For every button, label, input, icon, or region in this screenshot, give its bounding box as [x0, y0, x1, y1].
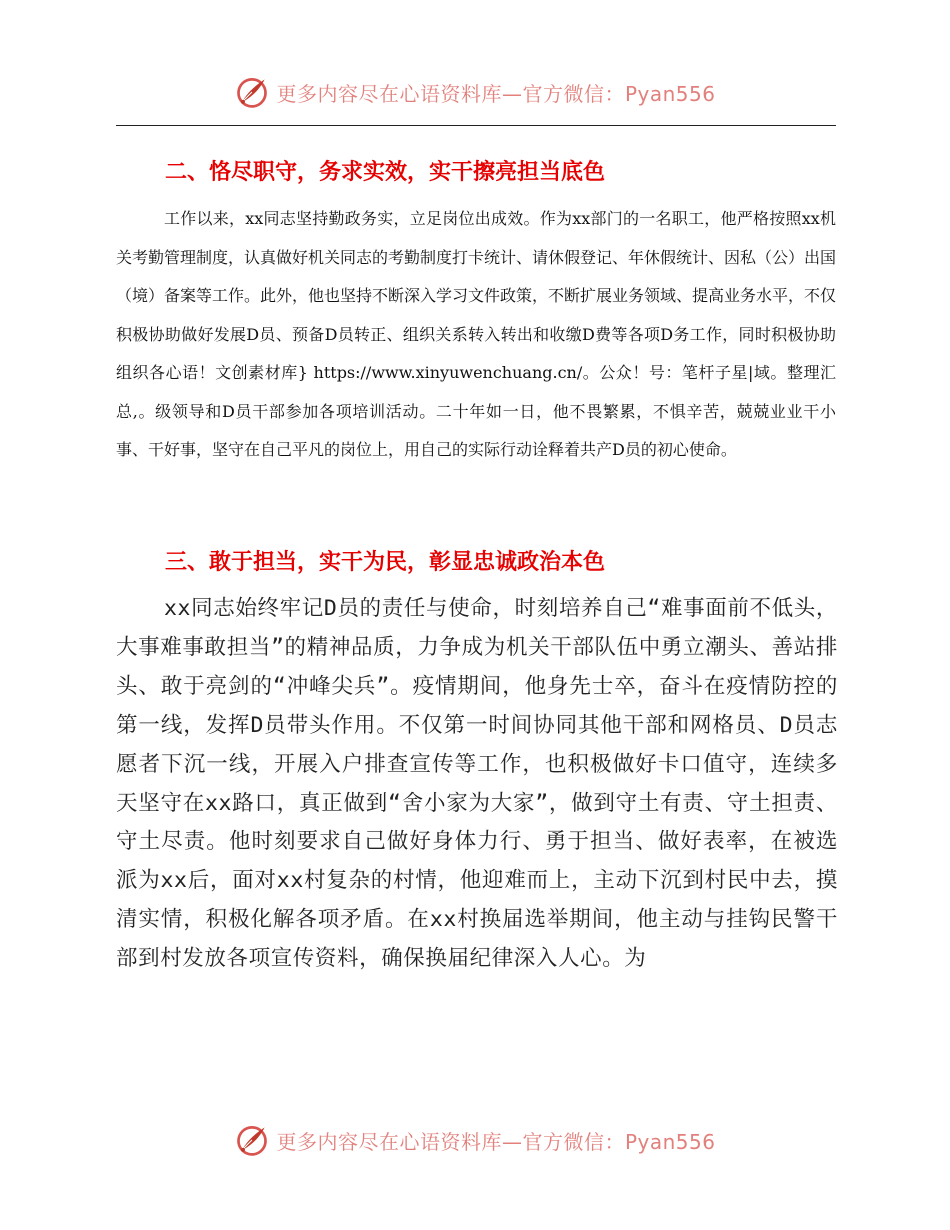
section-body-3: xx同志始终牢记D员的责任与使命，时刻培养自己“难事面前不低头，大事难事敢担当”的精神品质，力争成为机关干部队伍中勇立潮头、善站排头、敢于亮剑的“冲峰尖兵”。疫情期间，他身先士卒，奋斗在疫情防控的第一线，发挥D员带头作用。不仅第一时间协同其他干部和网格员、D员志愿者下沉一线，开展入户排查宣传等工作，也积极做好卡口值守，连续多天坚守在xx路口，真正做到“舍小家为大家”，做到守土有责、守土担责、守土尽责。他时刻要求自己做好身体力行、勇于担当、做好表率，在被选派为xx后，面对xx村复杂的村情，他迎难而上，主动下沉到村民中去，摸清实情，积极化解各项矛盾。在xx村换届选举期间，他主动与挂钩民警干部到村发放各项宣传资料，确保换届纪律深入人心。为 [116, 596, 838, 972]
section-body-2: 工作以来，xx同志坚持勤政务实，立足岗位出成效。作为xx部门的一名职工，他严格按照xx机关考勤管理制度，认真做好机关同志的考勤制度打卡统计、请休假登记、年休假统计、因私（公）出国（境）备案等工作。此外，他也坚持不断深入学习文件政策，不断扩展业务领域、提高业务水平，不仅积极协助做好发展D员、预备D员转正、组织关系转入转出和收缴D费等各项D务工作，同时积极协助组织各心语！文创素材库} https://www.xinyuwenchuang.cn/。公众！号：笔杆子星|域。整理汇总,。级领导和D员干部参加各项培训活动。二十年如一日，他不畏繁累，不惧辛苦，兢兢业业干小事、干好事，坚守在自己平凡的岗位上，用自己的实际行动诠释着共产D员的初心使命。 [116, 209, 837, 459]
footer-banner-text: 更多内容尽在心语资料库—官方微信：Pyan556 [276, 1129, 716, 1154]
header-banner [0, 70, 950, 114]
header-banner-text: 更多内容尽在心语资料库—官方微信：Pyan556 [276, 81, 716, 106]
feather-pen-logo-icon [234, 74, 270, 110]
header-divider [116, 125, 836, 126]
footer-banner [0, 1118, 950, 1162]
feather-pen-logo-icon [234, 1122, 270, 1158]
section-heading-2: 二、恪尽职守，务求实效，实干擦亮担当底色 [165, 160, 606, 185]
section-heading-3: 三、敢于担当，实干为民，彰显忠诚政治本色 [165, 550, 606, 575]
